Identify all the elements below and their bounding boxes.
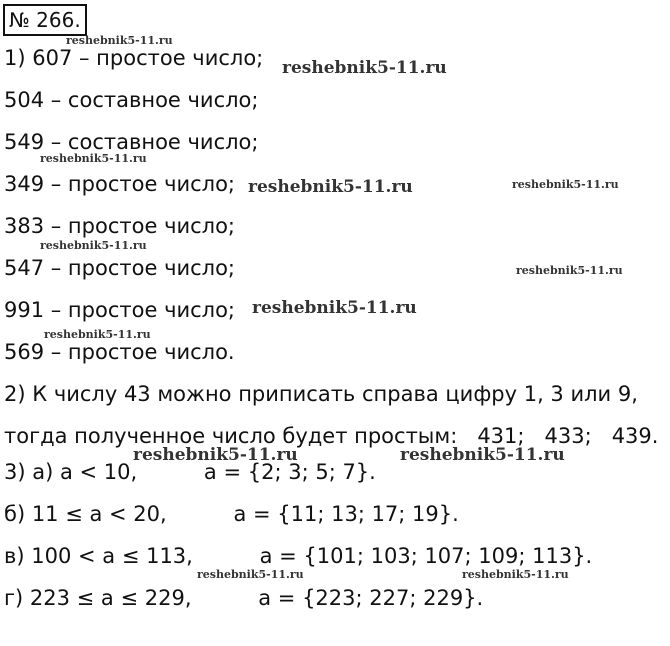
watermark: reshebnik5-11.ru <box>133 445 298 465</box>
answer-line-2: 504 – составное число; <box>4 88 259 112</box>
watermark: reshebnik5-11.ru <box>462 568 569 581</box>
answer-line-13: в) 100 < a ≤ 113, a = {101; 103; 107; 109; 113}. <box>4 544 593 568</box>
answer-line-6: 547 – простое число; <box>4 256 236 280</box>
watermark: reshebnik5-11.ru <box>282 58 447 78</box>
answer-line-5: 383 – простое число; <box>4 214 236 238</box>
watermark: reshebnik5-11.ru <box>44 328 151 341</box>
watermark: reshebnik5-11.ru <box>252 298 417 318</box>
answer-line-4: 349 – простое число; <box>4 172 236 196</box>
watermark: reshebnik5-11.ru <box>197 568 304 581</box>
watermark: reshebnik5-11.ru <box>512 178 619 191</box>
answer-line-9: 2) К числу 43 можно приписать справа цифру 1, 3 или 9, <box>4 382 638 406</box>
answer-line-7: 991 – простое число; <box>4 298 236 322</box>
answer-line-12: б) 11 ≤ a < 20, a = {11; 13; 17; 19}. <box>4 502 459 526</box>
watermark: reshebnik5-11.ru <box>516 264 623 277</box>
watermark: reshebnik5-11.ru <box>40 239 147 252</box>
watermark: reshebnik5-11.ru <box>66 34 173 47</box>
answer-line-11: 3) а) a < 10, a = {2; 3; 5; 7}. <box>4 460 376 484</box>
answer-line-14: г) 223 ≤ a ≤ 229, a = {223; 227; 229}. <box>4 586 484 610</box>
watermark: reshebnik5-11.ru <box>400 445 565 465</box>
answer-line-3: 549 – составное число; <box>4 130 259 154</box>
watermark: reshebnik5-11.ru <box>40 152 147 165</box>
answer-line-10: тогда полученное число будет простым: 431; 433; 439. <box>4 424 659 448</box>
answer-line-8: 569 – простое число. <box>4 340 235 364</box>
watermark: reshebnik5-11.ru <box>248 177 413 197</box>
problem-number: № 266. <box>3 4 87 36</box>
answer-line-1: 1) 607 – простое число; <box>4 46 264 70</box>
